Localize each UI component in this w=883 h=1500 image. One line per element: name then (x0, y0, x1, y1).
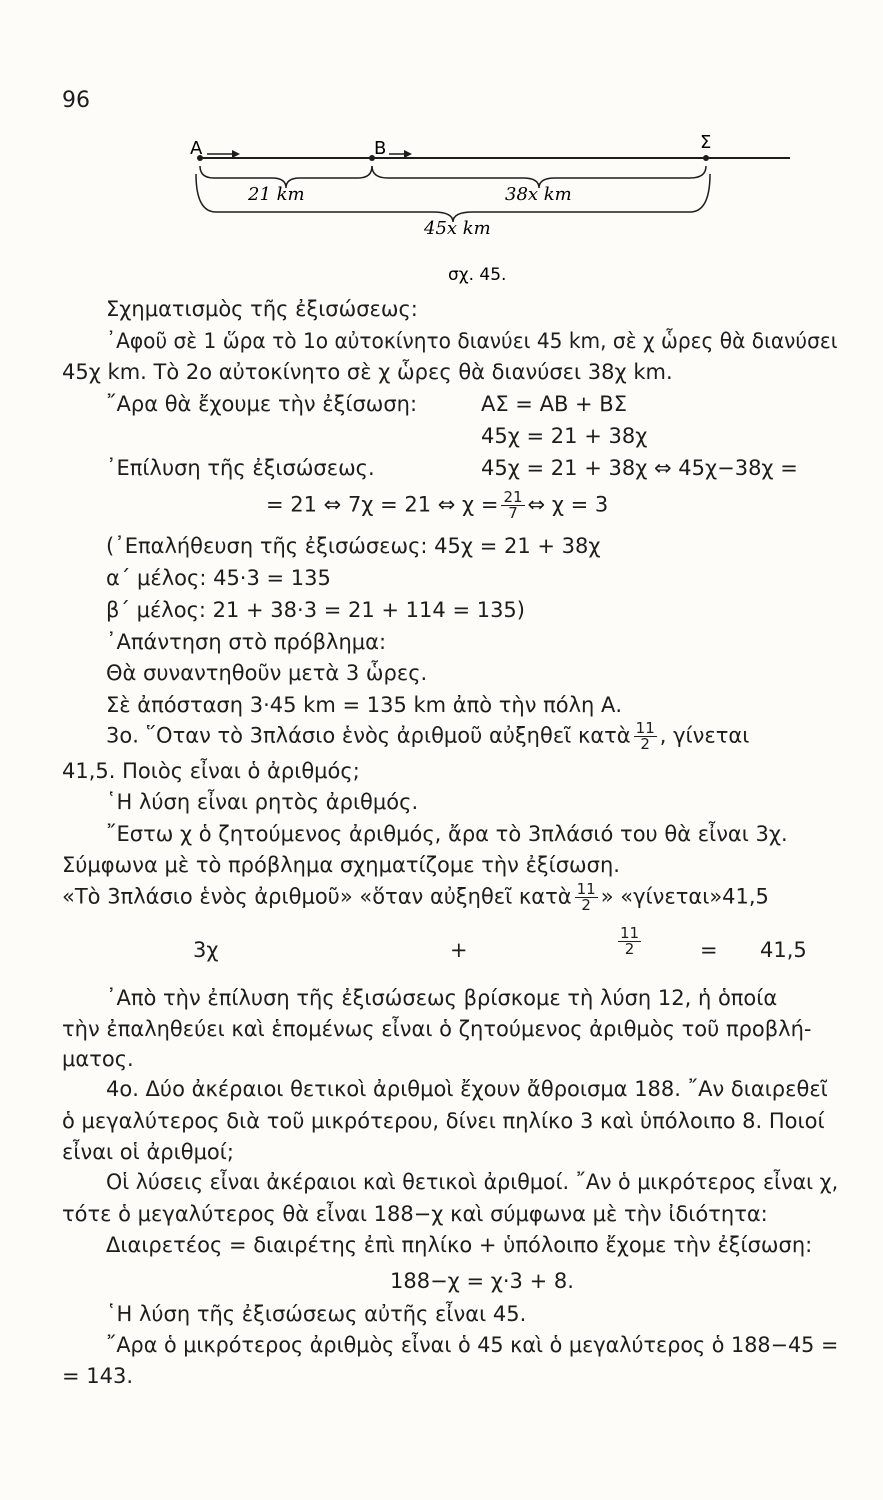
line-17: ῎Εστω χ ὁ ζητούμενος ἀριθμός, ἄρα τὸ 3πλάσιό του θὰ εἶναι 3χ. (106, 822, 788, 846)
line-33: = 143. (62, 1364, 134, 1388)
line-7 (266, 490, 608, 521)
segment-total-label: 45x km (424, 218, 491, 239)
line-3: 45χ km. Τὸ 2ο αὐτοκίνητο σὲ χ ὧρες θὰ διανύσει 38χ km. (62, 360, 673, 384)
line-12: Θὰ συναντηθοῦν μετὰ 3 ὧρες. (106, 661, 428, 685)
line-8: (᾿Επαλήθευση τῆς ἐξισώσεως: 45χ = 21 + 38χ (106, 534, 601, 558)
line-19a: «Τὸ 3πλάσιο ἑνὸς ἀριθμοῦ» «ὅταν αὐξηθεῖ κατὰ (62, 884, 572, 909)
line-27: Οἱ λύσεις εἶναι ἀκέραιοι καὶ θετικοὶ ἀριθμοί. ῎Αν ὁ μικρότερος εἶναι χ, (106, 1170, 839, 1194)
line-10: β΄ μέλος: 21 + 38·3 = 21 + 114 = 135) (106, 598, 525, 622)
line-19b: » «γίνεται»41,5 (600, 884, 769, 909)
line-29: Διαιρετέος = διαιρέτης ἐπὶ πηλίκο + ὑπόλοιπο ἔχομε τὴν ἐξίσωση: (106, 1233, 813, 1257)
line-2: ᾿Αφοῦ σὲ 1 ὥρα τὸ 1ο αὐτοκίνητο διανύει 45 km, σὲ χ ὧρες θὰ διανύσει (106, 329, 838, 353)
line-25: ὁ μεγαλύτερος διὰ τοῦ μικρότερου, δίνει πηλίκο 3 καὶ ὑπόλοιπο 8. Ποιοί (62, 1109, 825, 1133)
page-number: 96 (62, 88, 90, 113)
segment-ab-label: 21 km (248, 184, 305, 205)
fraction-21-7 (501, 490, 524, 521)
fraction-num: 11 (620, 924, 640, 942)
figure-caption: σχ. 45. (448, 265, 507, 285)
line-32: ῎Αρα ὁ μικρότερος ἀριθμὸς εἶναι ὁ 45 καὶ ὁ μεγαλύτερος ὁ 188−45 = (106, 1333, 839, 1357)
line-26: εἶναι οἱ ἀριθμοί; (62, 1140, 234, 1164)
fraction-num: 11 (635, 719, 655, 737)
point-s-label: Σ (700, 132, 712, 153)
fraction-den: 2 (624, 940, 635, 958)
line-6a: ᾿Επίλυση τῆς ἐξισώσεως. (106, 456, 375, 480)
line-20a: 3χ (193, 938, 219, 962)
fraction-den: 7 (508, 504, 518, 522)
line-20d: 41,5 (760, 938, 807, 962)
line-4a: ῎Αρα θὰ ἔχουμε τὴν ἐξίσωση: (106, 392, 418, 416)
line-20b: + (450, 938, 468, 962)
line-1: Σχηματισμὸς τῆς ἐξισώσεως: (106, 297, 418, 321)
fraction-num: 21 (503, 488, 523, 506)
point-a-label: Α (190, 138, 203, 159)
line-21: ᾿Απὸ τὴν ἐπίλυση τῆς ἐξισώσεως βρίσκομε τὴ λύση 12, ἡ ὁποία (106, 986, 778, 1010)
line-18: Σύμφωνα μὲ τὸ πρόβλημα σχηματίζομε τὴν ἐξίσωση. (62, 853, 620, 877)
line-30: 188−χ = χ·3 + 8. (390, 1269, 574, 1293)
line-4b: ΑΣ = ΑΒ + ΒΣ (481, 392, 627, 416)
line-14 (106, 721, 749, 752)
line-16: ῾Η λύση εἶναι ρητὸς ἀριθμός. (106, 790, 419, 814)
fraction-11-2 (634, 721, 657, 752)
line-5: 45χ = 21 + 38χ (481, 424, 648, 448)
fraction-11-2 (575, 882, 598, 913)
fraction-den: 2 (640, 735, 650, 753)
line-14b: , γίνεται (659, 723, 750, 748)
point-b-label: Β (374, 138, 387, 159)
line-19 (62, 882, 769, 913)
line-24: 4ο. Δύο ἀκέραιοι θετικοὶ ἀριθμοὶ ἔχουν ἄθροισμα 188. ῎Αν διαιρεθεῖ (106, 1077, 828, 1101)
fraction-11-2 (618, 926, 641, 957)
fraction-den: 2 (581, 896, 591, 914)
line-23: ματος. (62, 1047, 134, 1071)
line-13: Σὲ ἀπόσταση 3·45 km = 135 km ἀπὸ τὴν πόλη Α. (106, 693, 623, 717)
line-28: τότε ὁ μεγαλύτερος θὰ εἶναι 188−χ καὶ σύμφωνα μὲ τὴν ἰδιότητα: (62, 1202, 768, 1226)
line-6b: 45χ = 21 + 38χ ⇔ 45χ−38χ = (481, 456, 798, 480)
line-20-frac (615, 926, 644, 957)
line-11: ᾿Απάντηση στὸ πρόβλημα: (106, 630, 387, 654)
line-20c: = (700, 938, 718, 962)
fraction-num: 11 (576, 880, 596, 898)
line-15: 41,5. Ποιὸς εἶναι ὁ ἀριθμός; (62, 759, 360, 783)
line-7b: ⇔ χ = 3 (527, 492, 609, 517)
segment-bs-label: 38x km (505, 184, 572, 205)
line-9: α΄ μέλος: 45·3 = 135 (106, 566, 331, 590)
line-14a: 3ο. ῞Οταν τὸ 3πλάσιο ἑνὸς ἀριθμοῦ αὐξηθεῖ κατὰ (106, 723, 631, 748)
line-7a: = 21 ⇔ 7χ = 21 ⇔ χ = (266, 492, 499, 517)
line-22: τὴν ἐπαληθεύει καὶ ἑπομένως εἶναι ὁ ζητούμενος ἀριθμὸς τοῦ προβλή- (62, 1017, 812, 1041)
line-31: ῾Η λύση τῆς ἐξισώσεως αὐτῆς εἶναι 45. (106, 1302, 527, 1326)
